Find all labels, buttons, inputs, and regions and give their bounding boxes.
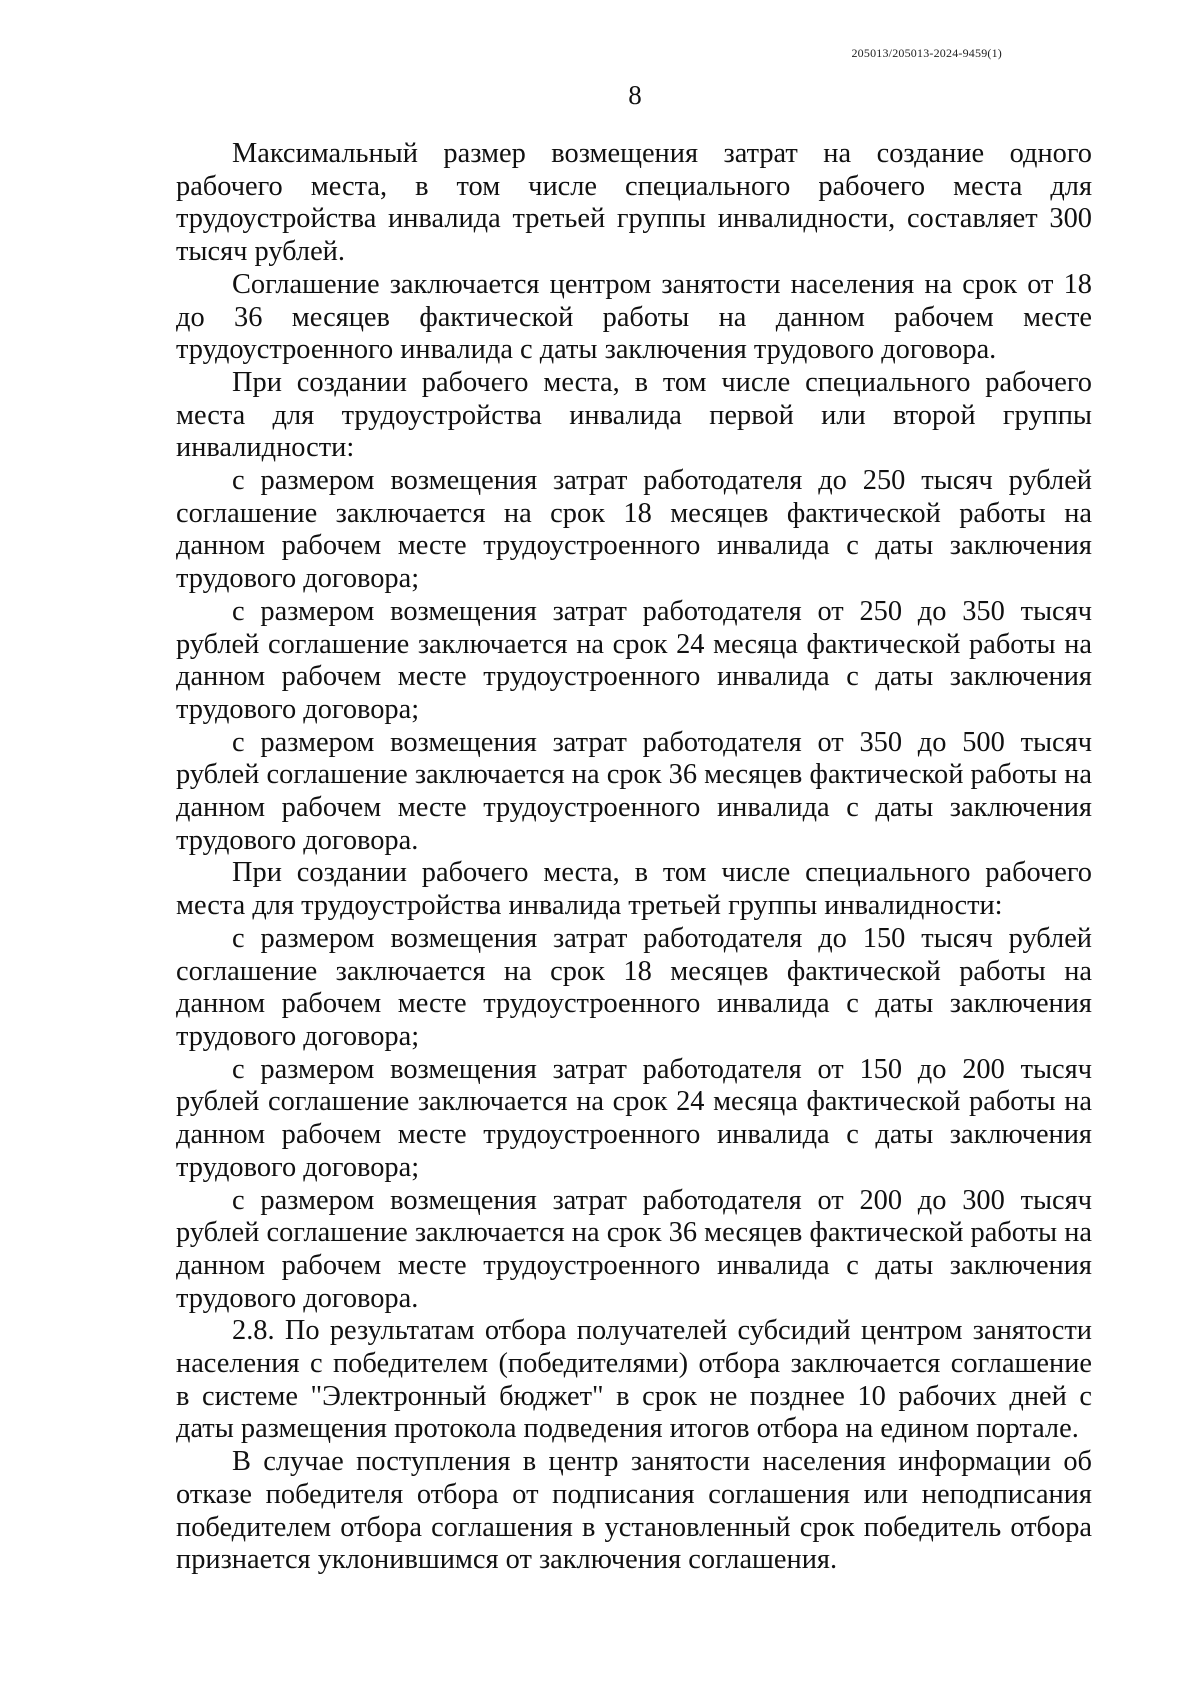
document-body (176, 138, 1092, 1577)
page-number: 8 (628, 80, 642, 110)
list-item-group-1-2-250-350: с размером возмещения затрат работодателя от 250 до 350 тысяч рублей соглашение заключается на срок 24 месяца фактической работы на данном рабочем месте трудоустроенного инвалида с даты заключения трудового договора; (176, 595, 1092, 725)
paragraph-max-reimbursement: Максимальный размер возмещения затрат на создание одного рабочего места, в том числе специального рабочего места для трудоустройства инвалида третьей группы инвалидности, составляет 300 тысяч рублей. (176, 138, 1092, 268)
list-item-group-3-up-to-150: с размером возмещения затрат работодателя до 150 тысяч рублей соглашение заключается на срок 18 месяцев фактической работы на данном рабочем месте трудоустроенного инвалида с даты заключения трудового договора; (176, 922, 1092, 1052)
section-2-8: 2.8. По результатам отбора получателей субсидий центром занятости населения с победителем (победителями) отбора заключается соглашение в системе "Электронный бюджет" в срок не позднее 10 рабочих дней с даты размещения протокола подведения итогов отбора на едином портале. (176, 1315, 1092, 1445)
list-item-group-1-2-350-500: с размером возмещения затрат работодателя от 350 до 500 тысяч рублей соглашение заключается на срок 36 месяцев фактической работы на данном рабочем месте трудоустроенного инвалида с даты заключения трудового договора. (176, 726, 1092, 856)
paragraph-winner-refusal: В случае поступления в центр занятости населения информации об отказе победителя отбора от подписания соглашения или неподписания победителем отбора соглашения в установленный срок победитель отбора признается уклонившимся от заключения соглашения. (176, 1446, 1092, 1576)
list-item-group-3-200-300: с размером возмещения затрат работодателя от 200 до 300 тысяч рублей соглашение заключается на срок 36 месяцев фактической работы на данном рабочем месте трудоустроенного инвалида с даты заключения трудового договора. (176, 1184, 1092, 1314)
paragraph-group-1-2-intro: При создании рабочего места, в том числе специального рабочего места для трудоустройства инвалида первой или второй группы инвалидности: (176, 366, 1092, 464)
paragraph-agreement-term: Соглашение заключается центром занятости населения на срок от 18 до 36 месяцев фактической работы на данном рабочем месте трудоустроенного инвалида с даты заключения трудового договора. (176, 268, 1092, 366)
list-item-group-3-150-200: с размером возмещения затрат работодателя от 150 до 200 тысяч рублей соглашение заключается на срок 24 месяца фактической работы на данном рабочем месте трудоустроенного инвалида с даты заключения трудового договора; (176, 1053, 1092, 1183)
paragraph-group-3-intro: При создании рабочего места, в том числе специального рабочего места для трудоустройства инвалида третьей группы инвалидности: (176, 857, 1092, 922)
list-item-group-1-2-up-to-250: с размером возмещения затрат работодателя до 250 тысяч рублей соглашение заключается на срок 18 месяцев фактической работы на данном рабочем месте трудоустроенного инвалида с даты заключения трудового договора; (176, 465, 1092, 595)
document-registration-number: 205013/205013-2024-9459(1) (851, 46, 1002, 60)
